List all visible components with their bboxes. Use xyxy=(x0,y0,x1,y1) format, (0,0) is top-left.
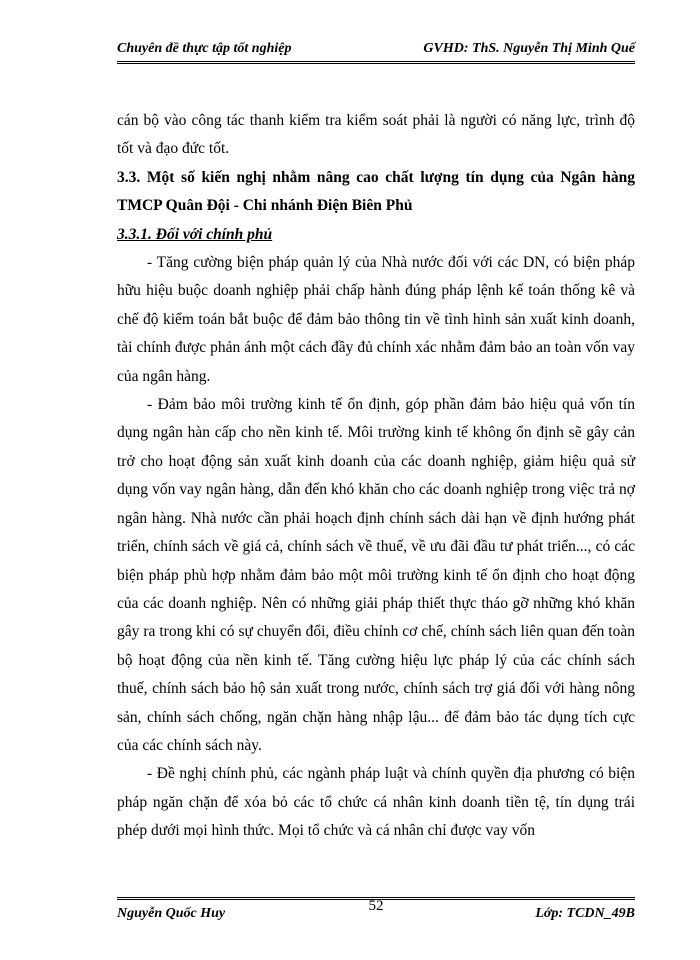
header-report-title: Chuyên đề thực tập tốt nghiệp xyxy=(117,41,292,56)
footer-author: Nguyễn Quốc Huy xyxy=(117,906,226,921)
page-footer xyxy=(117,897,635,924)
paragraph-2: - Đảm bảo môi trường kinh tế ổn định, góp phần đảm bảo hiệu quả vốn tín dụng ngân hàn cấp cho nền kinh tế. Môi trường kinh tế không ổn định sẽ gây cản trở cho hoạt động sản xuất kinh doanh của các doanh nghiệp, giảm hiệu quả sử dụng vốn vay ngân hàng, dẫn đến khó khăn cho các doanh nghiệp trong việc trả nợ ngân hàng. Nhà nước cần phải hoạch định chính sách dài hạn về định hướng phát triển, chính sách về giá cả, chính sách về thuế, về ưu đãi đầu tư phát triển..., có các biện pháp phù hợp nhằm đảm bảo một môi trường kinh tế ổn định cho hoạt động của các doanh nghiệp. Nên có những giải pháp thiết thực tháo gỡ những khó khăn gây ra trong khi có sự chuyển đổi, điều chỉnh cơ chế, chính sách liên quan đến toàn bộ hoạt động của nền kinh tế. Tăng cường hiệu lực pháp lý của các chính sách thuế, chính sách bảo hộ sản xuất trong nước, chính sách trợ giá đối với hàng nông sản, chính sách chống, ngăn chặn hàng nhập lậu... để đảm bảo tác dụng tích cực của các chính sách này. xyxy=(117,396,635,754)
page-number: 52 xyxy=(368,898,384,914)
subsection-heading: 3.3.1. Đối với chính phủ xyxy=(117,225,273,243)
header-supervisor: GVHD: ThS. Nguyễn Thị Minh Quế xyxy=(423,41,635,56)
subsection-heading-line xyxy=(117,221,635,249)
paragraph-1: - Tăng cường biện pháp quản lý của Nhà nước đối với các DN, có biện pháp hữu hiệu buộc doanh nghiệp phải chấp hành đúng pháp lệnh kế toán thống kê và chế độ kiểm toán bắt buộc để đảm bảo thông tin về tình hình sản xuất kinh doanh, tài chính được phản ánh một cách đầy đủ chính xác nhằm đảm bảo an toàn vốn vay của ngân hàng. xyxy=(117,254,635,385)
page-header xyxy=(117,37,635,64)
continued-paragraph: cán bộ vào công tác thanh kiểm tra kiểm soát phải là người có năng lực, trình độ tốt và đạo đức tốt. xyxy=(117,112,635,158)
page-body xyxy=(117,107,635,846)
footer-class: Lớp: TCDN_49B xyxy=(535,906,635,921)
paragraph-3: - Đề nghị chính phủ, các ngành pháp luật và chính quyền địa phương có biện pháp ngăn chặn để xóa bỏ các tổ chức cá nhân kinh doanh tiền tệ, tín dụng trái phép dưới mọi hình thức. Mọi tổ chức và cá nhân chỉ được vay vốn xyxy=(117,765,635,840)
section-heading: 3.3. Một số kiến nghị nhằm nâng cao chất lượng tín dụng của Ngân hàng TMCP Quân Đội - Chi nhánh Điện Biên Phủ xyxy=(117,168,635,215)
